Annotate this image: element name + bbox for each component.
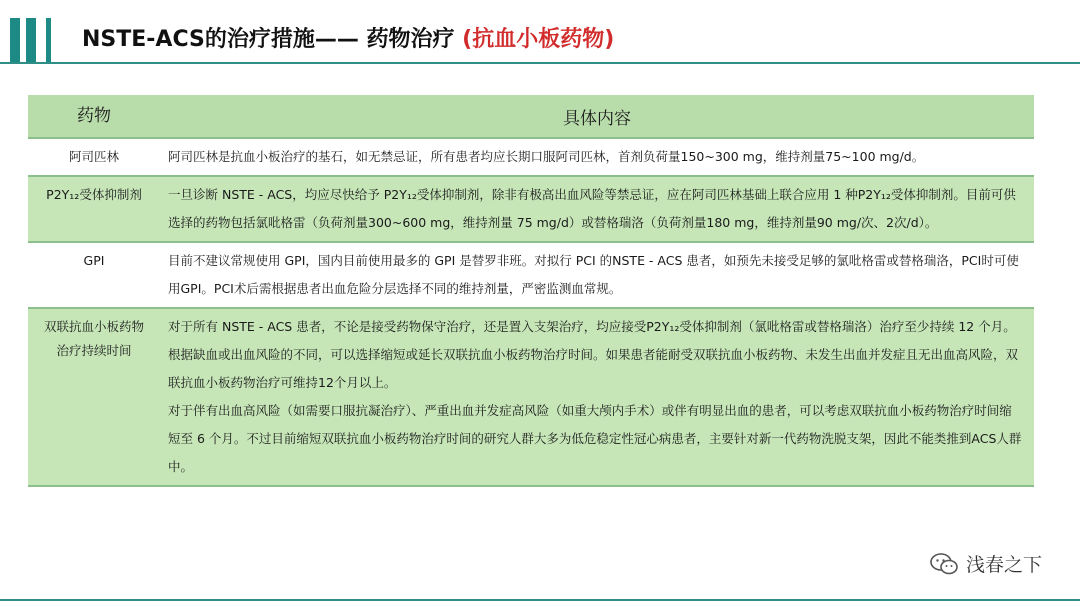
drug-content: 阿司匹林是抗血小板治疗的基石，如无禁忌证，所有患者均应长期口服阿司匹林，首剂负荷量150~300 mg，维持剂量75~100 mg/d。 (160, 138, 1034, 176)
header-content: 具体内容 (160, 95, 1034, 138)
wechat-icon (930, 553, 958, 575)
drug-name: 双联抗血小板药物治疗持续时间 (28, 308, 160, 486)
drug-content: 目前不建议常规使用 GPI，国内目前使用最多的 GPI 是替罗非班。对拟行 PCI 的NSTE - ACS 患者，如预先未接受足够的氯吡格雷或替格瑞洛，PCI时可使用GPI。PCI术后需根据患者出血危险分层选择不同的维持剂量，严密监测血常规。 (160, 242, 1034, 308)
slide-title (82, 22, 614, 53)
watermark-text: 浅春之下 (965, 554, 1042, 576)
title-divider (0, 62, 1080, 64)
title-accent-bars (10, 18, 62, 64)
table-row (28, 242, 1034, 308)
drug-name: GPI (28, 242, 160, 308)
table-header-row (28, 95, 1034, 138)
drug-content: 一旦诊断 NSTE - ACS，均应尽快给予 P2Y₁₂受体抑制剂，除非有极高出血风险等禁忌证，应在阿司匹林基础上联合应用 1 种P2Y₁₂受体抑制剂。目前可供选择的药物包括氯吡格雷（负荷剂量300~600 mg，维持剂量 75 mg/d）或替格瑞洛（负荷剂量180 mg，维持剂量90 mg/次、2次/d）。 (160, 176, 1034, 242)
accent-bar (26, 18, 36, 64)
watermark (930, 550, 1042, 577)
drug-content: 对于所有 NSTE - ACS 患者，不论是接受药物保守治疗，还是置入支架治疗，均应接受P2Y₁₂受体抑制剂（氯吡格雷或替格瑞洛）治疗至少持续 12 个月。根据缺血或出血风险的不同，可以选择缩短或延长双联抗血小板药物治疗时间。如果患者能耐受双联抗血小板药物、未发生出血并发症且无出血高风险，双联抗血小板药物治疗可维持12个月以上。 对于伴有出血高风险（如需要口服抗凝治疗）、严重出血并发症高风险（如重大颅内手术）或伴有明显出血的患者，可以考虑双联抗血小板药物治疗时间缩短至 6 个月。不过目前缩短双联抗血小板药物治疗时间的研究人群大多为低危稳定性冠心病患者，主要针对新一代药物洗脱支架，因此不能类推到ACS人群中。 (160, 308, 1034, 486)
table-row (28, 308, 1034, 486)
drug-table (28, 95, 1034, 487)
drug-name: 阿司匹林 (28, 138, 160, 176)
header-drug: 药物 (28, 95, 160, 138)
table-row (28, 176, 1034, 242)
accent-bar (46, 18, 51, 64)
footer-divider (0, 599, 1080, 601)
drug-name: P2Y₁₂受体抑制剂 (28, 176, 160, 242)
title-main: NSTE-ACS的治疗措施—— 药物治疗 (82, 27, 463, 52)
table-row (28, 138, 1034, 176)
title-highlight: (抗血小板药物) (462, 27, 615, 52)
accent-bar (10, 18, 20, 64)
